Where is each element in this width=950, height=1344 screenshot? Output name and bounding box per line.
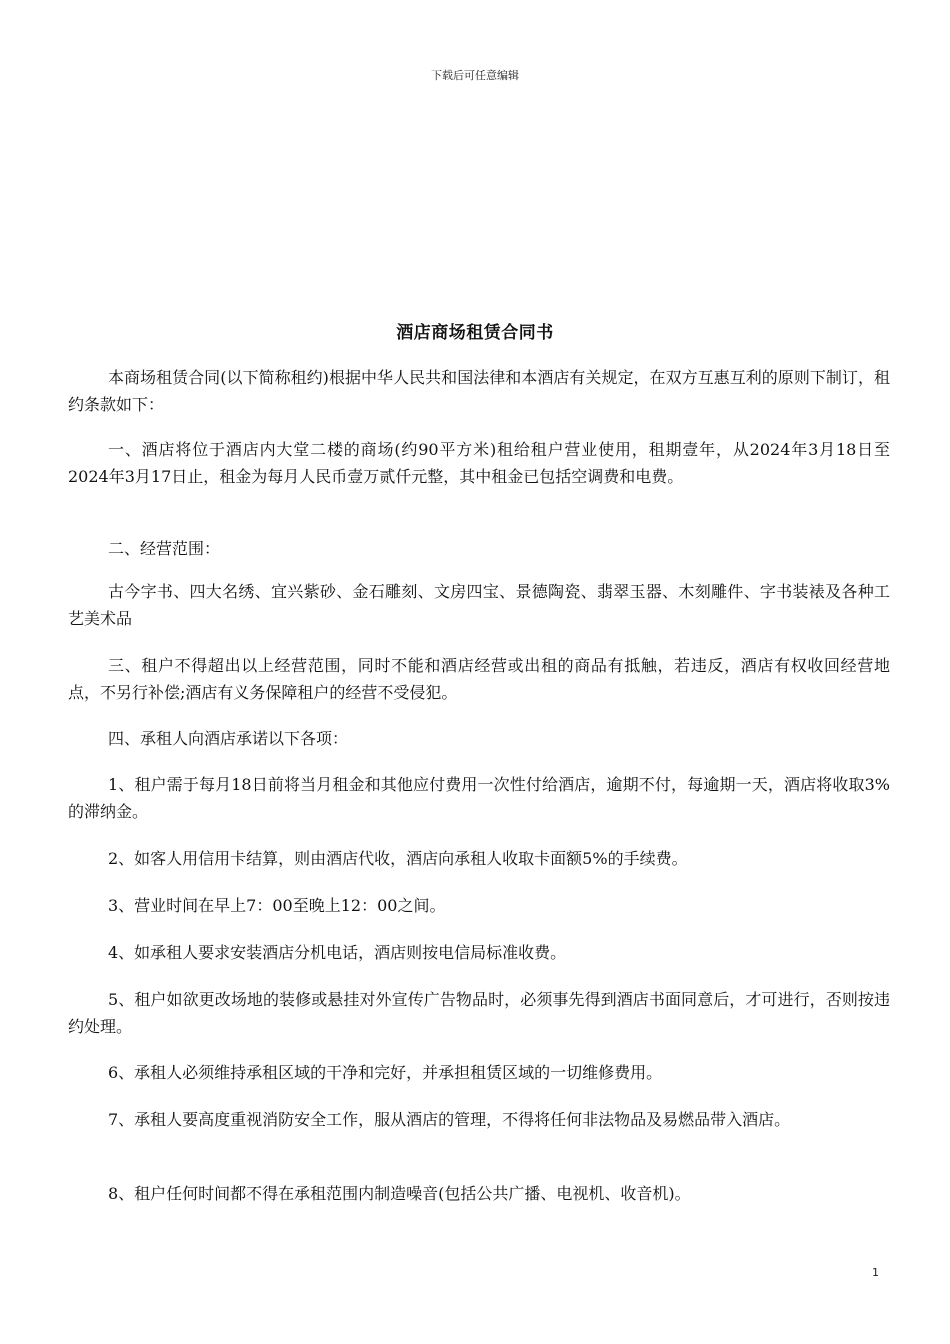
paragraph-item-2: 2、如客人用信用卡结算，则由酒店代收，酒店向承租人收取卡面额5%的手续费。 [108, 849, 688, 868]
paragraph-item-5: 5、租户如欲更改场地的装修或悬挂对外宣传广告物品时，必须事先得到酒店书面同意后，才可进行，否则按违约处理。 [68, 990, 890, 1036]
paragraph-item-4: 4、如承租人要求安装酒店分机电话，酒店则按电信局标准收费。 [108, 943, 567, 962]
paragraph-item-1: 1、租户需于每月18日前将当月租金和其他应付费用一次性付给酒店，逾期不付，每逾期一天，酒店将收取3%的滞纳金。 [68, 775, 890, 821]
paragraph-preamble: 本商场租赁合同(以下简称租约)根据中华人民共和国法律和本酒店有关规定，在双方互惠互利的原则下制订，租约条款如下： [68, 368, 890, 414]
paragraph-clause-2: 二、经营范围： [108, 539, 221, 558]
header-note: 下载后可任意编辑 [431, 69, 519, 82]
paragraph-business-scope: 古今字书、四大名绣、宜兴紫砂、金石雕刻、文房四宝、景德陶瓷、翡翠玉器、木刻雕件、字书装裱及各种工艺美术品 [68, 582, 890, 628]
paragraph-clause-3: 三、租户不得超出以上经营范围，同时不能和酒店经营或出租的商品有抵触，若违反，酒店有权收回经营地点，不另行补偿;酒店有义务保障租户的经营不受侵犯。 [68, 656, 890, 702]
paragraph-clause-1: 一、酒店将位于酒店内大堂二楼的商场(约90平方米)租给租户营业使用，租期壹年，从2024年3月18日至2024年3月17日止，租金为每月人民币壹万贰仟元整，其中租金已包括空调费和电费。 [68, 440, 890, 486]
page-number: 1 [872, 1266, 879, 1279]
paragraph-clause-4: 四、承租人向酒店承诺以下各项： [108, 729, 349, 748]
paragraph-item-6: 6、承租人必须维持承租区域的干净和完好，并承担租赁区域的一切维修费用。 [108, 1063, 663, 1082]
document-title: 酒店商场租赁合同书 [396, 323, 554, 343]
paragraph-item-3: 3、营业时间在早上7：00至晚上12：00之间。 [108, 896, 446, 915]
paragraph-item-8: 8、租户任何时间都不得在承租范围内制造噪音(包括公共广播、电视机、收音机)。 [108, 1184, 691, 1203]
paragraph-item-7: 7、承租人要高度重视消防安全工作，服从酒店的管理，不得将任何非法物品及易燃品带入酒店。 [108, 1110, 791, 1129]
